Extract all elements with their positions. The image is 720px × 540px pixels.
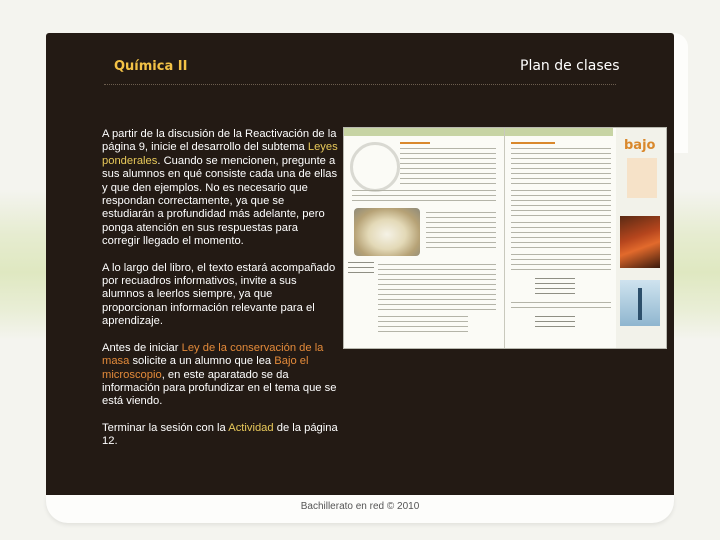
circle-graphic: [350, 142, 400, 192]
book-text-line: [378, 269, 496, 270]
header-divider: [104, 84, 616, 85]
book-text-line: [511, 242, 611, 243]
book-text-line: [426, 242, 496, 243]
book-header-bar: [344, 128, 504, 136]
book-text-line: [511, 200, 611, 201]
paragraph-3: Antes de iniciar Ley de la conservación de la masa solicite a un alumno que lea Bajo el microscopio, en este aparatado se da información para profundizar en el tema que se está viendo.: [102, 341, 337, 408]
book-text-line: [511, 153, 611, 154]
book-text-line: [352, 190, 496, 191]
book-text-line: [378, 316, 468, 317]
book-text-line: [378, 309, 496, 310]
slide-footer: [46, 495, 674, 523]
book-text-line: [378, 289, 496, 290]
book-text-line: [511, 205, 611, 206]
lesson-plan-text: [102, 128, 338, 462]
book-margin-note: [348, 262, 374, 263]
book-text-line: [378, 264, 496, 265]
book-text-line: [511, 173, 611, 174]
book-text-line: [511, 254, 611, 255]
book-margin-note: [348, 272, 374, 273]
book-text-line: [426, 217, 496, 218]
highlight-actividad: Actividad: [228, 421, 274, 434]
book-equation-line: [535, 316, 575, 317]
book-left-page: [344, 128, 504, 348]
book-text-line: [511, 259, 611, 260]
book-text-line: [378, 321, 468, 322]
book-sidebar-photo-lab: [620, 280, 660, 326]
book-text-line: [511, 215, 611, 216]
book-text-line: [400, 153, 496, 154]
book-text-line: [426, 212, 496, 213]
book-text-line: [511, 269, 611, 270]
book-text-line: [400, 183, 496, 184]
book-text-line: [426, 247, 496, 248]
book-heading: [400, 142, 430, 144]
highlight-leyes-ponderales: Leyes ponderales: [102, 141, 338, 167]
book-text-line: [400, 168, 496, 169]
book-heading: [511, 142, 555, 144]
book-text-line: [511, 178, 611, 179]
highlight-bajo-microscopio: Bajo el microscopio: [102, 355, 309, 381]
book-spread-image: [344, 128, 666, 348]
book-margin-note: [348, 267, 374, 268]
book-text-line: [378, 326, 468, 327]
book-text-line: [352, 200, 496, 201]
paragraph-1: A partir de la discusión de la Reactivación de la página 9, inicie el desarrollo del subtema Leyes ponderales. Cuando se mencionen, pregunte a sus alumnos en qué consiste cada una de ellas y que den ejemplos. No es necesario que respondan correctamente, ya que se estudiarán a profundidad más adelante, pero ponga atención en sus respuestas para corregir llegado el momento.: [102, 128, 338, 248]
book-text-line: [352, 195, 496, 196]
book-text-line: [511, 190, 611, 191]
book-text-line: [511, 222, 611, 223]
book-text-line: [511, 247, 611, 248]
book-text-line: [511, 237, 611, 238]
footer-copyright: Bachillerato en red © 2010: [300, 501, 420, 512]
book-text-line: [426, 227, 496, 228]
book-text-line: [511, 210, 611, 211]
book-sidebar-photo-lava: [620, 216, 660, 268]
book-equation-line: [535, 288, 575, 289]
book-text-line: [378, 279, 496, 280]
book-text-line: [378, 274, 496, 275]
book-text-line: [511, 232, 611, 233]
subject-title: Química II: [114, 59, 188, 74]
book-text-line: [511, 264, 611, 265]
book-text-line: [511, 183, 611, 184]
book-text-line: [426, 222, 496, 223]
book-text-line: [511, 168, 611, 169]
book-text-line: [511, 227, 611, 228]
book-text-line: [511, 163, 611, 164]
book-text-line: [378, 299, 496, 300]
book-header-bar: [505, 128, 613, 136]
book-equation-line: [535, 321, 575, 322]
book-equation-line: [535, 326, 575, 327]
pie-photo: [354, 208, 420, 256]
book-text-line: [511, 148, 611, 149]
book-text-line: [511, 158, 611, 159]
book-equation-line: [535, 278, 575, 279]
paragraph-4: Terminar la sesión con la Actividad de la página 12.: [102, 421, 338, 448]
book-text-line: [400, 173, 496, 174]
book-equation-line: [535, 293, 575, 294]
book-text-line: [378, 304, 496, 305]
book-text-line: [400, 163, 496, 164]
book-text-line: [426, 237, 496, 238]
book-text-line: [426, 232, 496, 233]
book-text-line: [511, 195, 611, 196]
book-text-line: [378, 294, 496, 295]
book-text-line: [400, 178, 496, 179]
highlight-ley-conservacion: Ley de la conservación de la masa: [102, 341, 324, 368]
book-text-line: [400, 148, 496, 149]
section-title: Plan de clases: [520, 58, 620, 74]
bajo-microscopio-logo: bajo: [624, 138, 656, 153]
paragraph-2: A lo largo del libro, el texto estará acompañado por recuadros informativos, invite a sus alumnos a leerlos siempre, ya que proporcionan información relevante para el aprendizaje.: [102, 261, 336, 328]
book-text-line: [378, 284, 496, 285]
book-text-line: [378, 331, 468, 332]
book-equation-line: [535, 283, 575, 284]
book-text-line: [400, 158, 496, 159]
book-text-line: [511, 302, 611, 303]
book-text-line: [511, 307, 611, 308]
book-sidebar-note: [627, 158, 657, 198]
